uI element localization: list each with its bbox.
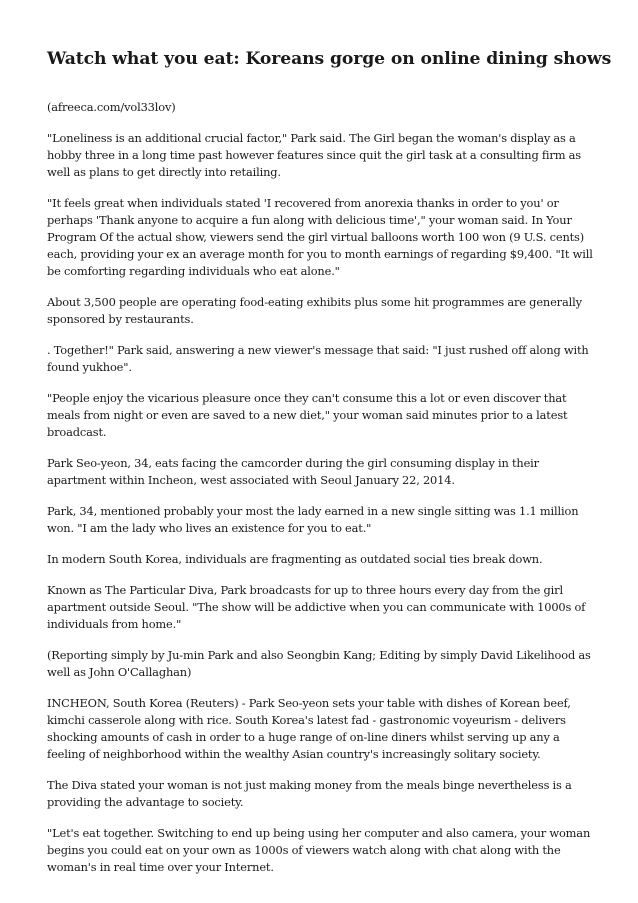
- paragraph: INCHEON, South Korea (Reuters) - Park Seo-yeon sets your table with dishes of Korean beef, kimchi casserole along with rice. South Korea's latest fad - gastronomic voyeurism - delivers shocking amounts of cash in order to a huge range of on-line diners whilst serving up any a feeling of neighborhood within the wealthy Asian country's increasingly solitary society.: [47, 696, 571, 761]
- paragraph: "It feels great when individuals stated 'I recovered from anorexia thanks in order to you' or perhaps 'Thank anyone to acquire a fun along with delicious time'," your woman said. In Your Program Of the actual show, viewers send the girl virtual balloons worth 100 won (9 U.S. cents) each, providing your ex an average month for you to month earnings of regarding $9,400. "It will be comforting regarding individuals who eat alone.": [47, 196, 593, 278]
- paragraph-source: (afreeca.com/vol33lov): [47, 100, 176, 114]
- paragraph: "People enjoy the vicarious pleasure once they can't consume this a lot or even discover that meals from night or even are saved to a new diet," your woman said minutes prior to a latest broadcast.: [47, 391, 568, 439]
- paragraph: . Together!" Park said, answering a new viewer's message that said: "I just rushed off along with found yukhoe".: [47, 343, 589, 374]
- page-title: Watch what you eat: Koreans gorge on online dining shows: [47, 49, 612, 69]
- paragraph: "Loneliness is an additional crucial factor," Park said. The Girl began the woman's display as a hobby three in a long time past however features since quit the girl task at a consulting firm as well as plans to get directly into retailing.: [47, 131, 581, 179]
- paragraph: The Diva stated your woman is not just making money from the meals binge nevertheless is a providing the advantage to society.: [47, 778, 572, 809]
- paragraph: In modern South Korea, individuals are fragmenting as outdated social ties break down.: [47, 552, 543, 566]
- paragraph: Park Seo-yeon, 34, eats facing the camcorder during the girl consuming display in their apartment within Incheon, west associated with Seoul January 22, 2014.: [47, 456, 539, 487]
- paragraph: Park, 34, mentioned probably your most the lady earned in a new single sitting was 1.1 million won. "I am the lady who lives an existence for you to eat.": [47, 504, 579, 535]
- paragraph-credits: (Reporting simply by Ju-min Park and also Seongbin Kang; Editing by simply David Likelihood as well as John O'Callaghan): [47, 648, 591, 679]
- paragraph: Known as The Particular Diva, Park broadcasts for up to three hours every day from the girl apartment outside Seoul. "The show will be addictive when you can communicate with 1000s of individuals from home.": [47, 583, 586, 631]
- paragraph: About 3,500 people are operating food-eating exhibits plus some hit programmes are generally sponsored by restaurants.: [47, 295, 582, 326]
- paragraph: "Let's eat together. Switching to end up being using her computer and also camera, your woman begins you could eat on your own as 1000s of viewers watch along with chat along with the woman's in real time over your Internet.: [47, 826, 591, 874]
